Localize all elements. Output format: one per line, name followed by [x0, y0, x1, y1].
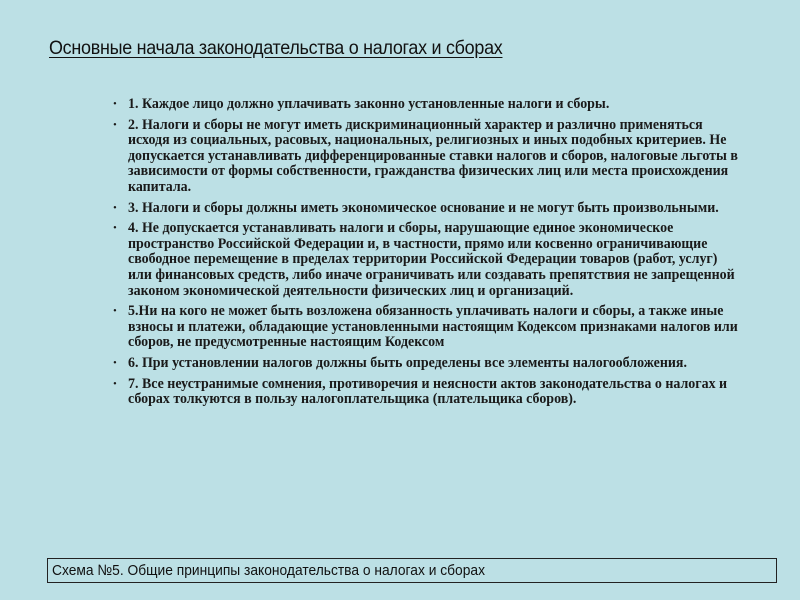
list-item-text: 2. Налоги и сборы не могут иметь дискриминационный характер и различно применяться исходя из социальных, расовых, национальных, религиозных и иных подобных критериев. Не допускается устанавливать дифференцированные ставки налогов и сборов, налоговые льготы в зависимости от формы собственности, гражданства физических лиц или места происхождения капитала. [128, 116, 738, 195]
list-item [113, 303, 742, 351]
list-item [113, 199, 742, 217]
caption-box [47, 558, 777, 583]
list-item-text: 5.Ни на кого не может быть возложена обязанность уплачивать налоги и сборы, а также иные взносы и платежи, обладающие установленными настоящим Кодексом признаками налогов или сборов, не предусмотренные настоящим Кодексом [128, 303, 738, 351]
list-item-text: 7. Все неустранимые сомнения, противоречия и неясности актов законодательства о налогах и сборах толкуются в пользу налогоплательщика (плательщика сборов). [128, 375, 728, 408]
list-item [113, 354, 742, 372]
bullet-icon: • [113, 118, 117, 131]
list-item-text: 6. При установлении налогов должны быть определены все элементы налогообложения. [128, 354, 687, 371]
caption-text: Схема №5. Общие принципы законодательства о налогах и сборах [52, 562, 485, 579]
bullet-icon: • [113, 222, 117, 235]
list-item-text: 1. Каждое лицо должно уплачивать законно установленные налоги и сборы. [128, 96, 610, 112]
bullet-icon: • [113, 201, 117, 214]
bullet-icon: • [113, 305, 117, 318]
list-item-text: 4. Не допускается устанавливать налоги и сборы, нарушающие единое экономическое пространство Российской Федерации и, в частности, прямо или косвенно ограничивающие свободное перемещение в пределах территории Российской Федерации товаров (работ, услуг) или финансовых средств, либо иначе ограничивать или создавать препятствия не запрещенной законом экономической деятельности физических лиц и организаций. [128, 220, 735, 299]
list-item-text: 3. Налоги и сборы должны иметь экономическое основание и не могут быть произвольными. [128, 199, 719, 216]
list-item [113, 116, 742, 196]
principles-list [113, 96, 748, 413]
list-item [113, 375, 742, 408]
list-item [113, 96, 742, 113]
bullet-icon: • [113, 377, 117, 390]
bullet-icon: • [113, 356, 117, 369]
slide-title: Основные начала законодательства о налогах и сборах [49, 37, 503, 59]
list-item [113, 220, 742, 299]
bullet-icon: • [113, 98, 117, 110]
